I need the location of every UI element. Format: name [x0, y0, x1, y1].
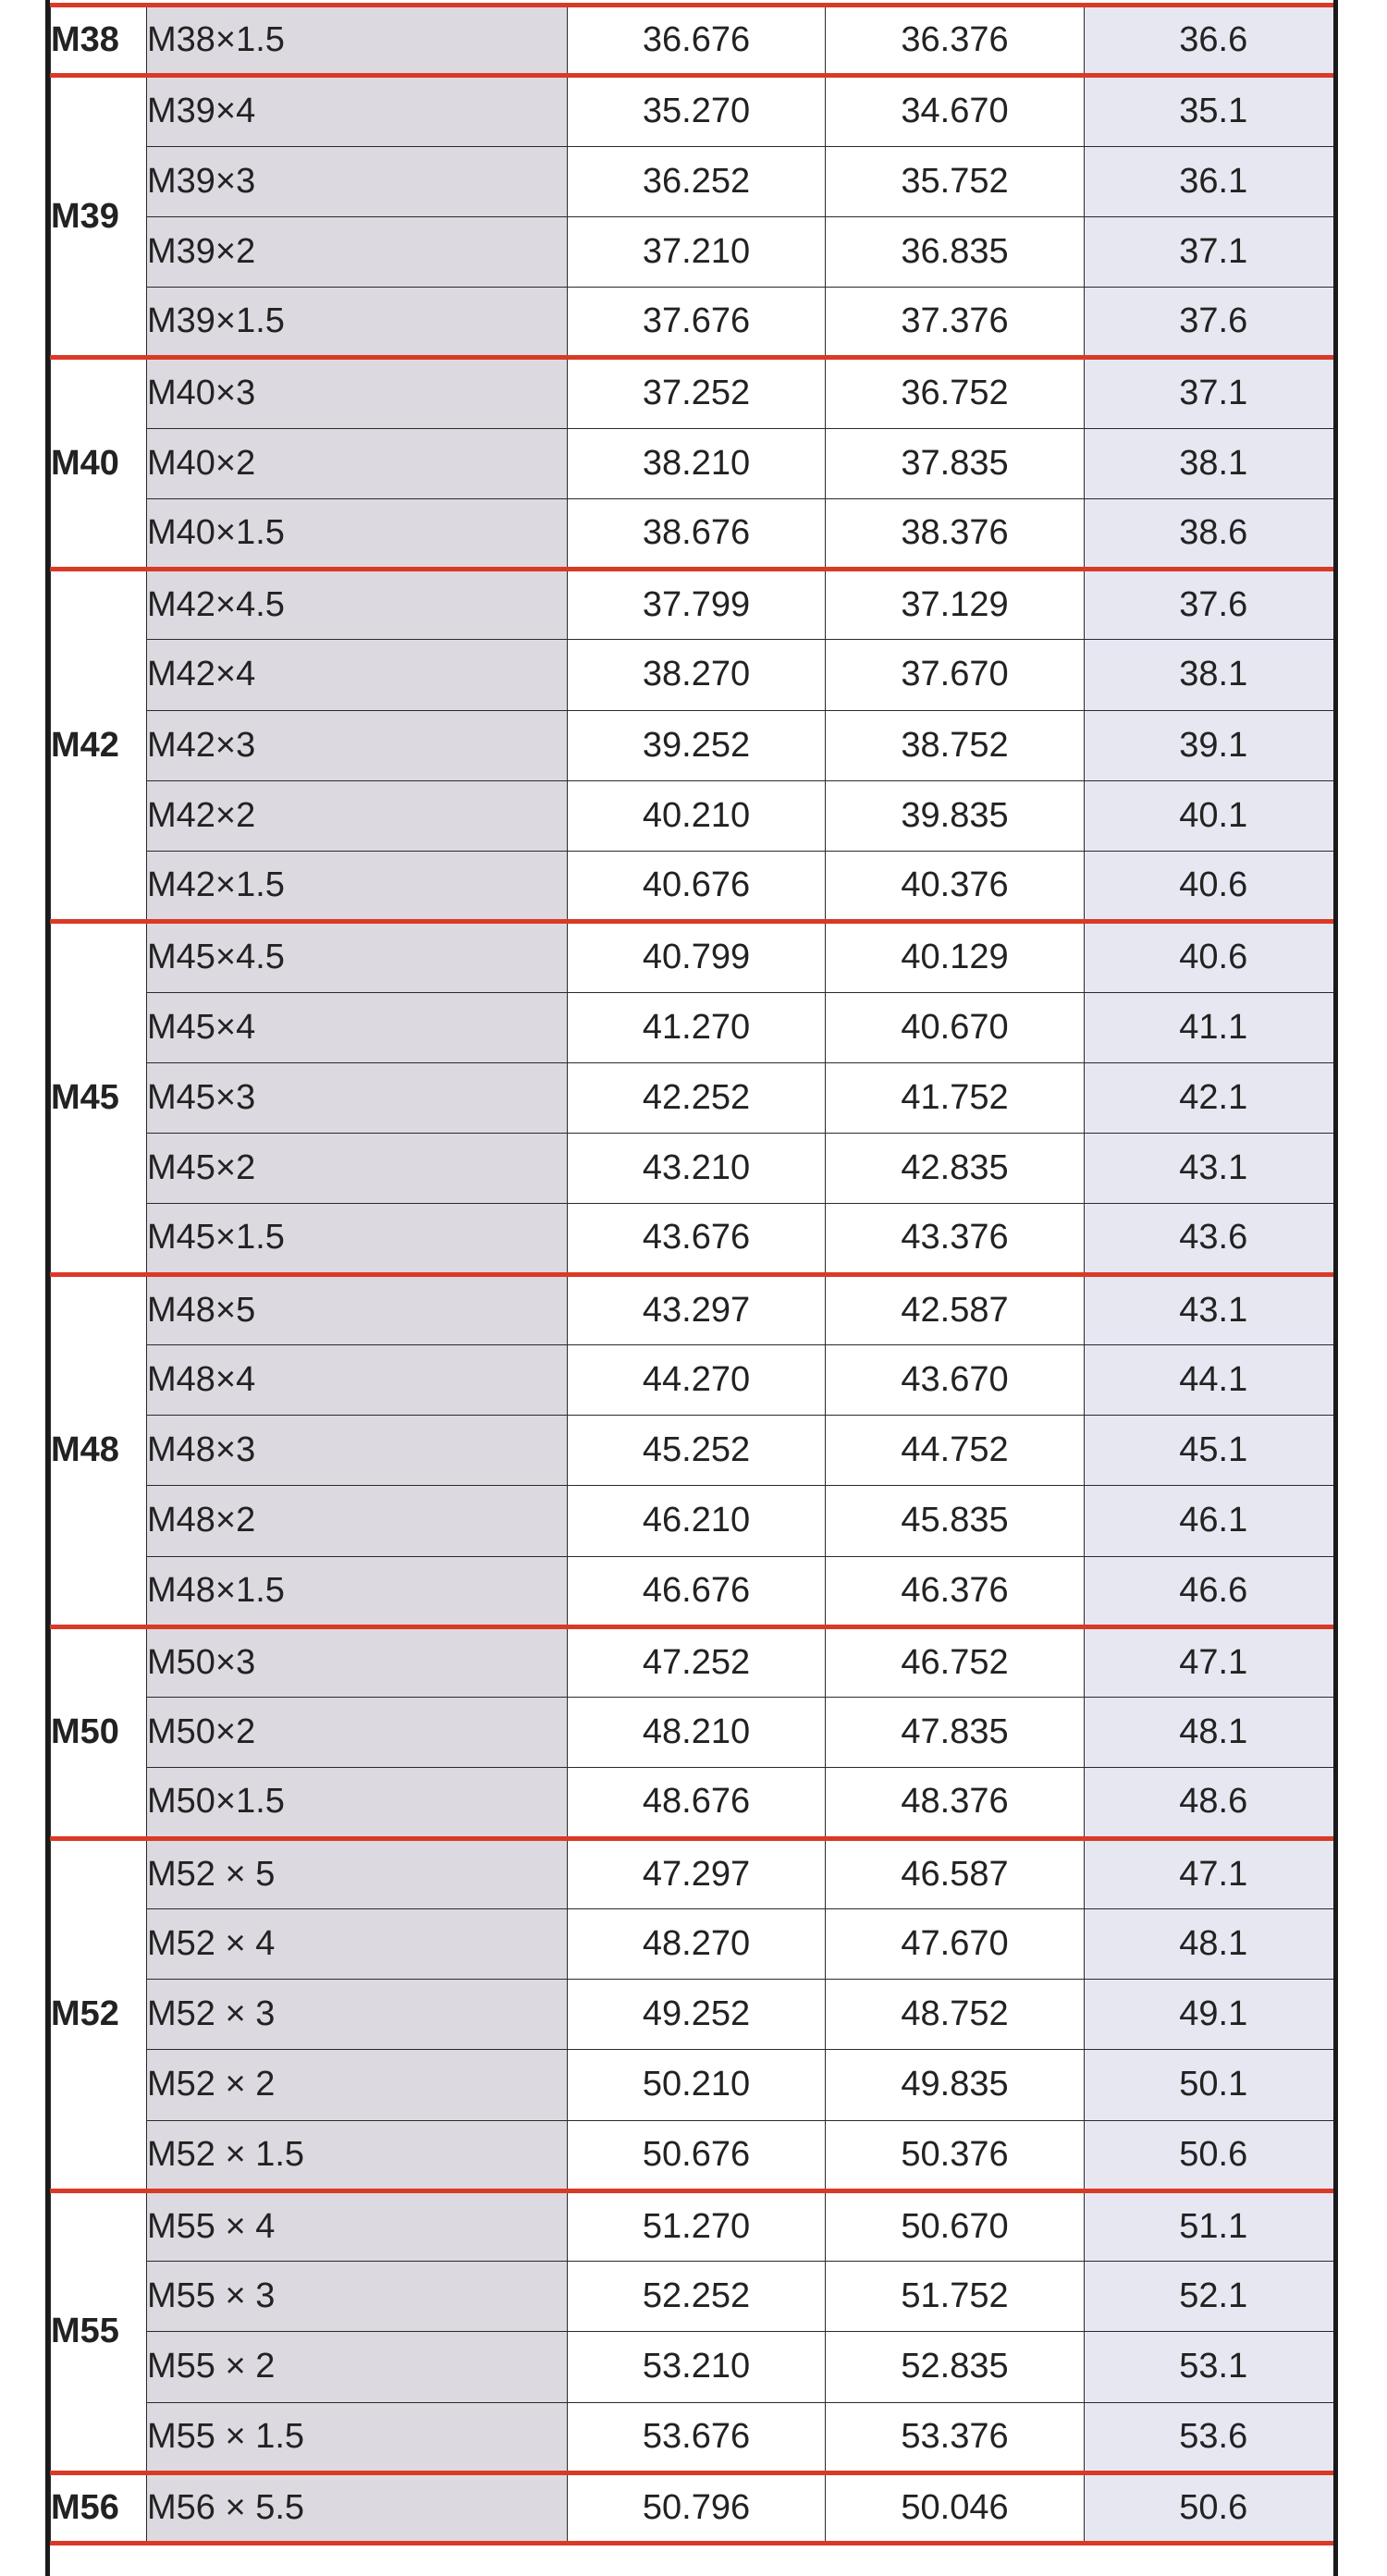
- value-cell-1: 49.252: [568, 1980, 826, 2050]
- value-cell-3: 36.6: [1085, 6, 1339, 76]
- value-cell-2: 37.129: [826, 570, 1085, 640]
- thread-spec-cell: M45×4: [147, 992, 568, 1062]
- value-cell-1: 50.676: [568, 2120, 826, 2190]
- thread-spec-cell: M40×2: [147, 428, 568, 498]
- value-cell-1: 38.676: [568, 498, 826, 569]
- table-row: [51, 640, 1339, 710]
- thread-spec-cell: M55 × 2: [147, 2332, 568, 2402]
- value-cell-2: 46.752: [826, 1626, 1085, 1697]
- value-cell-1: 50.210: [568, 2050, 826, 2120]
- value-cell-2: 50.376: [826, 2120, 1085, 2190]
- value-cell-3: 40.6: [1085, 852, 1339, 922]
- value-cell-3: 50.6: [1085, 2120, 1339, 2190]
- value-cell-2: 49.835: [826, 2050, 1085, 2120]
- value-cell-1: 41.270: [568, 992, 826, 1062]
- value-cell-3: 43.6: [1085, 1204, 1339, 1274]
- value-cell-2: 46.587: [826, 1838, 1085, 1908]
- value-cell-2: 40.670: [826, 992, 1085, 1062]
- table-row: [51, 1838, 1339, 1908]
- value-cell-1: 45.252: [568, 1416, 826, 1486]
- value-cell-3: 41.1: [1085, 992, 1339, 1062]
- value-cell-2: 43.376: [826, 1204, 1085, 1274]
- thread-spec-cell: M45×3: [147, 1062, 568, 1133]
- value-cell-2: 48.376: [826, 1768, 1085, 1838]
- value-cell-3: 36.1: [1085, 146, 1339, 216]
- value-cell-3: 38.1: [1085, 428, 1339, 498]
- value-cell-2: 48.752: [826, 1980, 1085, 2050]
- thread-spec-cell: M42×3: [147, 710, 568, 780]
- thread-spec-cell: M52 × 4: [147, 1908, 568, 1979]
- thread-spec-cell: M48×2: [147, 1486, 568, 1556]
- value-cell-2: 38.752: [826, 710, 1085, 780]
- value-cell-3: 35.1: [1085, 76, 1339, 146]
- size-group-label: M50: [51, 1626, 147, 1838]
- value-cell-1: 39.252: [568, 710, 826, 780]
- value-cell-1: 53.210: [568, 2332, 826, 2402]
- table-row: [51, 1062, 1339, 1133]
- value-cell-2: 53.376: [826, 2402, 1085, 2472]
- value-cell-1: 47.297: [568, 1838, 826, 1908]
- table-row: [51, 1416, 1339, 1486]
- table-row: [51, 1134, 1339, 1204]
- table-row: [51, 1274, 1339, 1344]
- value-cell-3: 53.1: [1085, 2332, 1339, 2402]
- value-cell-3: 46.6: [1085, 1556, 1339, 1626]
- value-cell-2: 38.376: [826, 498, 1085, 569]
- table-row: [51, 1698, 1339, 1768]
- value-cell-3: 40.1: [1085, 780, 1339, 851]
- table-row: [51, 1204, 1339, 1274]
- thread-spec-cell: M48×4: [147, 1344, 568, 1415]
- value-cell-3: 52.1: [1085, 2262, 1339, 2332]
- value-cell-2: 35.752: [826, 146, 1085, 216]
- value-cell-1: 52.252: [568, 2262, 826, 2332]
- size-group-label: M45: [51, 922, 147, 1274]
- value-cell-2: 47.670: [826, 1908, 1085, 1979]
- value-cell-2: 50.670: [826, 2190, 1085, 2261]
- value-cell-2: 37.376: [826, 288, 1085, 358]
- thread-spec-cell: M50×1.5: [147, 1768, 568, 1838]
- value-cell-1: 40.210: [568, 780, 826, 851]
- size-group-label: M42: [51, 570, 147, 922]
- table-row: [51, 2262, 1339, 2332]
- size-group-label: M52: [51, 1838, 147, 2190]
- value-cell-1: 42.252: [568, 1062, 826, 1133]
- value-cell-1: 43.210: [568, 1134, 826, 1204]
- table-row: [51, 1908, 1339, 1979]
- thread-spec-cell: M48×3: [147, 1416, 568, 1486]
- value-cell-2: 47.835: [826, 1698, 1085, 1768]
- value-cell-1: 51.270: [568, 2190, 826, 2261]
- table-row: [51, 428, 1339, 498]
- table-row: [51, 1980, 1339, 2050]
- size-group-label: M39: [51, 76, 147, 358]
- value-cell-2: 40.129: [826, 922, 1085, 992]
- thread-spec-cell: M52 × 2: [147, 2050, 568, 2120]
- table-row: [51, 2472, 1339, 2543]
- table-row: [51, 6, 1339, 76]
- size-group-label: M48: [51, 1274, 147, 1626]
- value-cell-2: 40.376: [826, 852, 1085, 922]
- thread-size-table-sheet: [45, 0, 1338, 2576]
- value-cell-3: 50.6: [1085, 2472, 1339, 2543]
- value-cell-1: 48.270: [568, 1908, 826, 1979]
- thread-size-table: [50, 3, 1338, 2545]
- value-cell-2: 51.752: [826, 2262, 1085, 2332]
- value-cell-3: 47.1: [1085, 1838, 1339, 1908]
- value-cell-3: 43.1: [1085, 1134, 1339, 1204]
- value-cell-2: 36.752: [826, 358, 1085, 428]
- table-row: [51, 216, 1339, 287]
- thread-spec-cell: M56 × 5.5: [147, 2472, 568, 2543]
- thread-spec-cell: M55 × 1.5: [147, 2402, 568, 2472]
- value-cell-3: 43.1: [1085, 1274, 1339, 1344]
- size-group-label: M56: [51, 2472, 147, 2543]
- value-cell-3: 48.6: [1085, 1768, 1339, 1838]
- value-cell-1: 46.676: [568, 1556, 826, 1626]
- value-cell-1: 35.270: [568, 76, 826, 146]
- table-row: [51, 780, 1339, 851]
- thread-spec-cell: M39×2: [147, 216, 568, 287]
- thread-spec-cell: M50×3: [147, 1626, 568, 1697]
- value-cell-3: 51.1: [1085, 2190, 1339, 2261]
- table-row: [51, 1344, 1339, 1415]
- value-cell-3: 46.1: [1085, 1486, 1339, 1556]
- thread-spec-cell: M42×1.5: [147, 852, 568, 922]
- value-cell-3: 37.1: [1085, 358, 1339, 428]
- table-row: [51, 2050, 1339, 2120]
- value-cell-1: 36.252: [568, 146, 826, 216]
- value-cell-2: 45.835: [826, 1486, 1085, 1556]
- thread-spec-cell: M39×4: [147, 76, 568, 146]
- value-cell-3: 44.1: [1085, 1344, 1339, 1415]
- value-cell-1: 50.796: [568, 2472, 826, 2543]
- value-cell-1: 43.676: [568, 1204, 826, 1274]
- value-cell-3: 45.1: [1085, 1416, 1339, 1486]
- value-cell-1: 48.210: [568, 1698, 826, 1768]
- table-row: [51, 1556, 1339, 1626]
- table-row: [51, 992, 1339, 1062]
- value-cell-3: 39.1: [1085, 710, 1339, 780]
- table-row: [51, 288, 1339, 358]
- value-cell-3: 38.1: [1085, 640, 1339, 710]
- value-cell-1: 53.676: [568, 2402, 826, 2472]
- table-row: [51, 2332, 1339, 2402]
- value-cell-2: 36.835: [826, 216, 1085, 287]
- value-cell-3: 47.1: [1085, 1626, 1339, 1697]
- value-cell-2: 50.046: [826, 2472, 1085, 2543]
- value-cell-2: 52.835: [826, 2332, 1085, 2402]
- thread-spec-cell: M45×2: [147, 1134, 568, 1204]
- value-cell-1: 38.270: [568, 640, 826, 710]
- thread-spec-cell: M48×5: [147, 1274, 568, 1344]
- thread-spec-cell: M42×4.5: [147, 570, 568, 640]
- value-cell-3: 48.1: [1085, 1908, 1339, 1979]
- value-cell-1: 48.676: [568, 1768, 826, 1838]
- value-cell-3: 50.1: [1085, 2050, 1339, 2120]
- table-row: [51, 852, 1339, 922]
- table-row: [51, 1486, 1339, 1556]
- thread-spec-cell: M52 × 3: [147, 1980, 568, 2050]
- table-row: [51, 2120, 1339, 2190]
- thread-spec-cell: M52 × 1.5: [147, 2120, 568, 2190]
- value-cell-3: 42.1: [1085, 1062, 1339, 1133]
- value-cell-1: 46.210: [568, 1486, 826, 1556]
- value-cell-3: 37.6: [1085, 288, 1339, 358]
- value-cell-2: 42.835: [826, 1134, 1085, 1204]
- table-row: [51, 76, 1339, 146]
- size-group-label: M40: [51, 358, 147, 570]
- value-cell-2: 34.670: [826, 76, 1085, 146]
- value-cell-1: 40.676: [568, 852, 826, 922]
- table-row: [51, 710, 1339, 780]
- thread-spec-cell: M50×2: [147, 1698, 568, 1768]
- table-row: [51, 1626, 1339, 1697]
- value-cell-2: 37.835: [826, 428, 1085, 498]
- value-cell-2: 46.376: [826, 1556, 1085, 1626]
- thread-spec-cell: M40×1.5: [147, 498, 568, 569]
- thread-spec-cell: M55 × 3: [147, 2262, 568, 2332]
- value-cell-1: 38.210: [568, 428, 826, 498]
- size-group-label: M55: [51, 2190, 147, 2472]
- thread-spec-cell: M40×3: [147, 358, 568, 428]
- value-cell-1: 44.270: [568, 1344, 826, 1415]
- thread-spec-cell: M42×2: [147, 780, 568, 851]
- table-row: [51, 146, 1339, 216]
- table-row: [51, 2402, 1339, 2472]
- value-cell-2: 44.752: [826, 1416, 1085, 1486]
- value-cell-3: 53.6: [1085, 2402, 1339, 2472]
- value-cell-3: 49.1: [1085, 1980, 1339, 2050]
- value-cell-1: 37.252: [568, 358, 826, 428]
- table-row: [51, 1768, 1339, 1838]
- value-cell-2: 37.670: [826, 640, 1085, 710]
- thread-spec-cell: M39×3: [147, 146, 568, 216]
- value-cell-3: 48.1: [1085, 1698, 1339, 1768]
- table-row: [51, 498, 1339, 569]
- value-cell-1: 43.297: [568, 1274, 826, 1344]
- value-cell-2: 39.835: [826, 780, 1085, 851]
- thread-spec-cell: M48×1.5: [147, 1556, 568, 1626]
- thread-spec-cell: M39×1.5: [147, 288, 568, 358]
- value-cell-2: 41.752: [826, 1062, 1085, 1133]
- value-cell-1: 37.676: [568, 288, 826, 358]
- value-cell-3: 38.6: [1085, 498, 1339, 569]
- table-row: [51, 2190, 1339, 2261]
- table-row: [51, 570, 1339, 640]
- table-body: [51, 6, 1339, 2544]
- value-cell-2: 42.587: [826, 1274, 1085, 1344]
- thread-spec-cell: M52 × 5: [147, 1838, 568, 1908]
- value-cell-2: 43.670: [826, 1344, 1085, 1415]
- value-cell-1: 36.676: [568, 6, 826, 76]
- thread-spec-cell: M42×4: [147, 640, 568, 710]
- value-cell-3: 40.6: [1085, 922, 1339, 992]
- value-cell-1: 47.252: [568, 1626, 826, 1697]
- value-cell-3: 37.1: [1085, 216, 1339, 287]
- thread-spec-cell: M38×1.5: [147, 6, 568, 76]
- size-group-label: M38: [51, 6, 147, 76]
- value-cell-1: 37.799: [568, 570, 826, 640]
- value-cell-1: 37.210: [568, 216, 826, 287]
- thread-spec-cell: M45×4.5: [147, 922, 568, 992]
- table-row: [51, 922, 1339, 992]
- thread-spec-cell: M55 × 4: [147, 2190, 568, 2261]
- value-cell-3: 37.6: [1085, 570, 1339, 640]
- value-cell-1: 40.799: [568, 922, 826, 992]
- value-cell-2: 36.376: [826, 6, 1085, 76]
- thread-spec-cell: M45×1.5: [147, 1204, 568, 1274]
- table-row: [51, 358, 1339, 428]
